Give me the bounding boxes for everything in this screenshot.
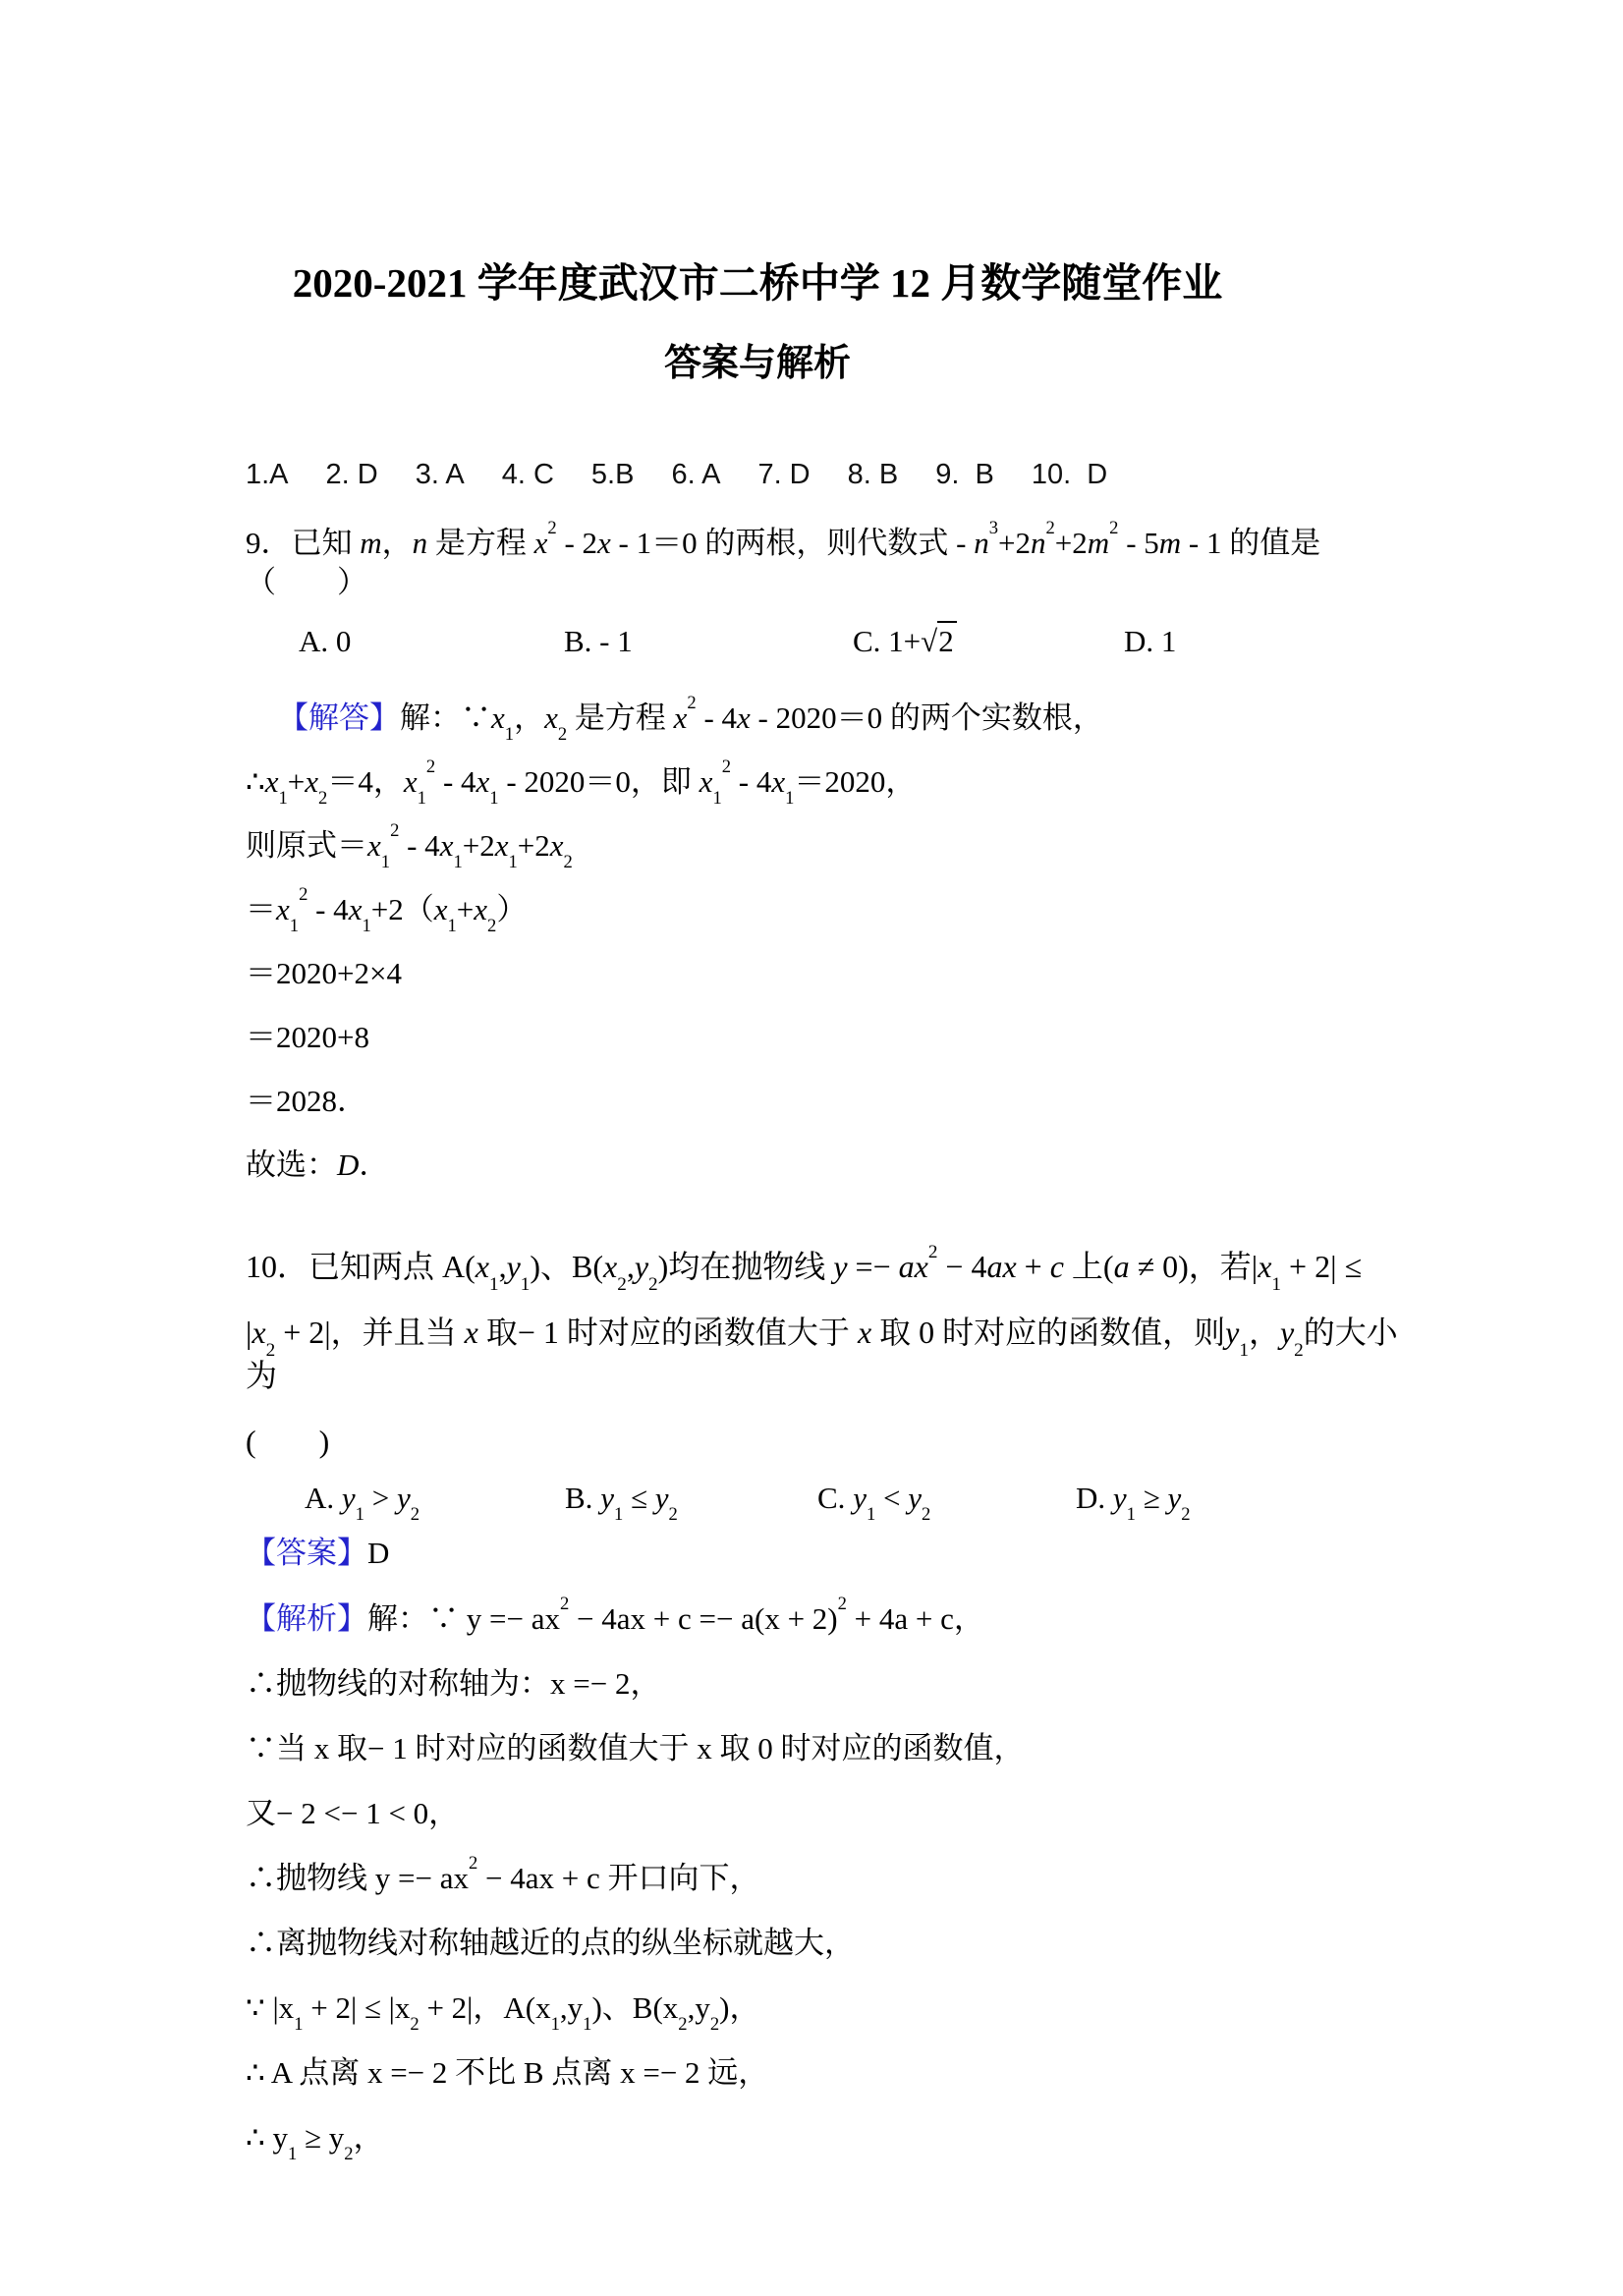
q9-solution-first-line — [246, 693, 1427, 746]
q9-option-d: D. 1 — [1124, 624, 1177, 658]
q9-solution-intro: 解：$\because x_1$，$x_2$ 是方程 $x^2 - 4x - 2020=0$ 的两个实数根， — [400, 693, 1103, 746]
q10-analysis-label: 【解析】 — [246, 1601, 367, 1636]
q9-solution-line: ＝2020+2×4 — [246, 956, 402, 990]
q9-option-c: C. 1+√2 — [853, 616, 1124, 667]
q10-answer-line — [246, 1535, 1427, 1572]
q10-analysis-line: ∴ A 点离 x =− 2 不比 B 点离 x =− 2 远， — [246, 2055, 769, 2090]
q10-answer-value: D — [367, 1536, 390, 1570]
answer-key-item: 9. B — [935, 459, 994, 490]
question9-stem: 9．已知 m，n 是方程 $x^2 - 2x - 1=0$ 的两根，则代数式 - $n^3+2n^2+2m^2 - 5m - 1$ 的值是（ ） — [246, 518, 1321, 599]
question10-stem-line2: $|x_2 + 2|$，并且当 x 取− 1 时对应的函数值大于 x 取 0 时对应的函数值，则$y_1$，$y_2$的大小为 — [246, 1315, 1398, 1393]
q10-option-b: B. $y_1 \le y_2$ — [565, 1481, 678, 1526]
question10-options-row — [246, 1477, 1427, 1526]
q10-option-c: C. $y_1 < y_2$ — [817, 1481, 931, 1526]
q9-solution-line: ＝2020+8 — [246, 1020, 369, 1054]
answer-key-item: 5.B — [590, 459, 635, 490]
answer-key-item: 6. A — [671, 459, 721, 490]
q9-solution-line: $\therefore x_1+x_2=4$，$x_1^2 - 4x_1 - 2020=0$，即 $x_1^2 - 4x_1=2020$， — [246, 756, 917, 810]
q9-solution-label: 【解答】 — [278, 700, 400, 735]
answer-key-item: 2. D — [325, 459, 378, 490]
q10-option-d: D. $y_1 \ge y_2$ — [1076, 1481, 1191, 1526]
q9-solution-line: $=x_1^2 - 4x_1+2(x_1+x_2)$ — [246, 884, 528, 937]
q9-solution-line: 则原式$=x_1^2 - 4x_1+2x_1+2x_2$ — [246, 820, 573, 873]
answer-key-item: 8. B — [847, 459, 899, 490]
question9-options-row — [246, 616, 1427, 667]
q9-solution-line: ＝2028． — [246, 1084, 367, 1118]
document-title: 2020-2021 学年度武汉市二桥中学 12 月数学随堂作业 — [292, 260, 1223, 306]
q9-option-a: A. 0 — [299, 624, 352, 658]
answer-key-item: 4. C — [501, 459, 554, 490]
answer-key-item: 1.A — [246, 459, 289, 490]
q10-analysis-line: 又− 2 <− 1 < 0， — [246, 1796, 460, 1830]
q10-analysis-intro: 解：∵ $y =- ax^2 - 4ax + c =- a(x + 2)^2 + 4a + c$， — [367, 1594, 984, 1636]
q10-analysis-conclusion: ∴ $y_1 \ge y_2$， — [246, 2120, 384, 2165]
question10-bracket-line: ( ) — [246, 1424, 330, 1459]
answer-key-item: 3. A — [415, 459, 465, 490]
q10-analysis-line: ∴抛物线 $y =- ax^2 - 4ax + c$ 开口向下， — [246, 1853, 760, 1895]
q10-analysis-line: ∴抛物线的对称轴为：x =− 2， — [246, 1666, 661, 1701]
q9-conclusion-line: 故选：D． — [246, 1148, 390, 1182]
q10-analysis-line: ∵当 x 取− 1 时对应的函数值大于 x 取 0 时对应的函数值， — [246, 1731, 1025, 1765]
question10-stem-line1: 10．已知两点 $A(x_1,y_1)$、$B(x_2,y_2)$均在抛物线 $y =- ax^2 - 4ax + c$ 上(a ≠ 0)，若$|x_1 + 2|$ ≤ — [246, 1241, 1363, 1295]
q9-option-b: B. - 1 — [564, 624, 633, 658]
q10-option-a: A. $y_1 > y_2$ — [305, 1481, 420, 1526]
q10-analysis-first-line — [246, 1594, 1427, 1638]
q10-answer-label: 【答案】 — [246, 1536, 367, 1570]
title-block — [246, 0, 1269, 384]
q10-analysis-line: ∵ $|x_1 + 2| \le |x_2 + 2|$，$A(x_1,y_1)$、$B(x_2,y_2)$， — [246, 1990, 760, 2036]
answer-key-item: 10. D — [1031, 459, 1108, 490]
q10-analysis-line: ∴离抛物线对称轴越近的点的纵坐标就越大， — [246, 1926, 855, 1960]
document-subtitle: 答案与解析 — [663, 343, 851, 384]
answer-key-item: 7. D — [757, 459, 811, 490]
answer-key-row — [246, 457, 1427, 492]
